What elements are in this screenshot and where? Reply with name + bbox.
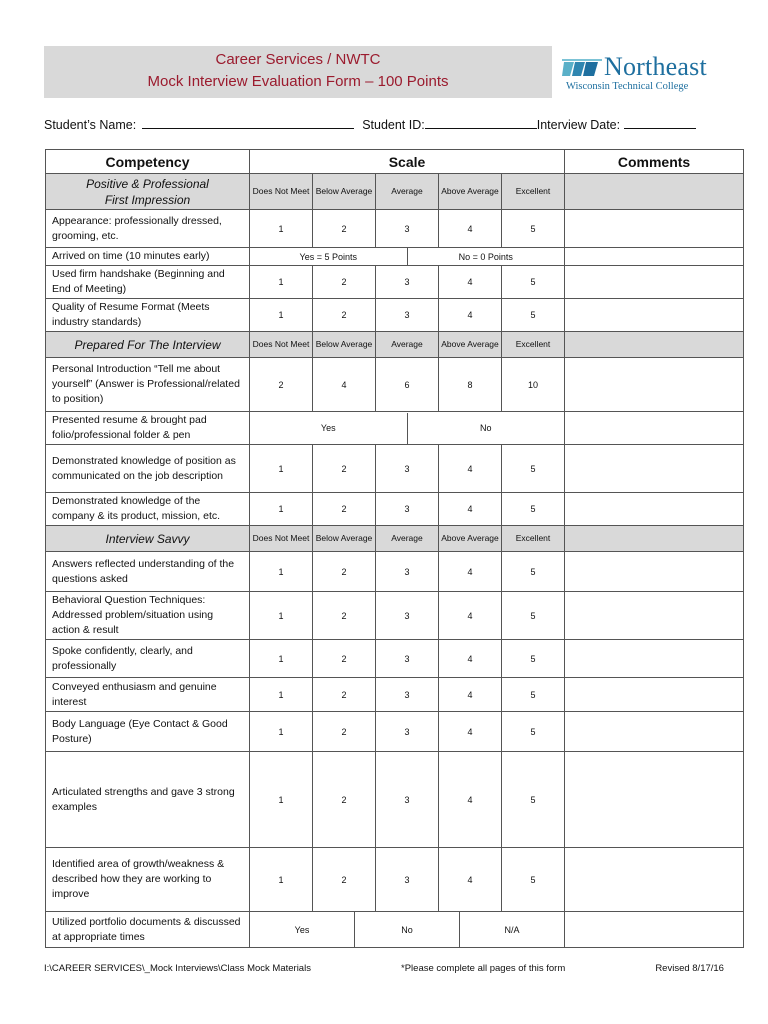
option-split	[250, 248, 564, 265]
section-comments-cell	[565, 526, 744, 552]
footer-revised: Revised 8/17/16	[655, 963, 724, 974]
table-row	[46, 445, 744, 493]
option-group	[250, 248, 565, 266]
scale-header: Scale	[250, 150, 565, 174]
competency-label: Presented resume & brought pad folio/professional folder & pen	[46, 412, 250, 445]
competency-label: Demonstrated knowledge of position as communicated on the job description	[46, 445, 250, 493]
table-row	[46, 266, 744, 299]
score-option[interactable]: 5	[502, 752, 565, 848]
comments-cell[interactable]	[565, 752, 744, 848]
comments-cell[interactable]	[565, 592, 744, 640]
score-option[interactable]: 4	[439, 552, 502, 592]
choice-option[interactable]: Yes	[320, 423, 336, 433]
score-option[interactable]: 2	[313, 848, 376, 912]
competency-label: Conveyed enthusiasm and genuine interest	[46, 678, 250, 712]
table-row	[46, 493, 744, 526]
comments-cell[interactable]	[565, 299, 744, 332]
score-option[interactable]: 3	[376, 848, 439, 912]
score-option[interactable]: 1	[250, 493, 313, 526]
score-option[interactable]: 3	[376, 493, 439, 526]
choice-option[interactable]: Yes = 5 Points	[299, 251, 357, 262]
score-option[interactable]: 2	[313, 752, 376, 848]
score-option[interactable]: 1	[250, 640, 313, 678]
competency-label: Demonstrated knowledge of the company & its product, mission, etc.	[46, 493, 250, 526]
score-option[interactable]: 5	[502, 712, 565, 752]
score-option[interactable]: 8	[439, 358, 502, 412]
comments-cell[interactable]	[565, 552, 744, 592]
scale-label: Above Average	[439, 526, 502, 552]
choice-option[interactable]: N/A	[459, 912, 564, 947]
score-option[interactable]: 4	[439, 210, 502, 248]
score-option[interactable]: 5	[502, 266, 565, 299]
option-group	[250, 412, 565, 445]
score-option[interactable]: 5	[502, 299, 565, 332]
score-option[interactable]: 6	[376, 358, 439, 412]
score-option[interactable]: 4	[439, 848, 502, 912]
score-option[interactable]: 1	[250, 592, 313, 640]
score-option[interactable]: 3	[376, 592, 439, 640]
header-title: Career Services / NWTC	[215, 51, 381, 68]
comments-header: Comments	[565, 150, 744, 174]
scale-label: Average	[376, 332, 439, 358]
choice-option[interactable]: Yes	[294, 924, 310, 935]
score-option[interactable]: 5	[502, 678, 565, 712]
score-option[interactable]: 10	[502, 358, 565, 412]
competency-label: Quality of Resume Format (Meets industry standards)	[46, 299, 250, 332]
score-option[interactable]: 5	[502, 592, 565, 640]
competency-label: Used firm handshake (Beginning and End of Meeting)	[46, 266, 250, 299]
score-option[interactable]: 4	[439, 493, 502, 526]
table-row	[46, 552, 744, 592]
score-option[interactable]: 4	[439, 678, 502, 712]
comments-cell[interactable]	[565, 848, 744, 912]
section-comments-cell	[565, 332, 744, 358]
scale-label: Above Average	[439, 332, 502, 358]
section-title	[46, 526, 250, 552]
score-option[interactable]: 4	[439, 445, 502, 493]
form-title: Mock Interview Evaluation Form – 100 Points	[147, 73, 449, 90]
section-title-line: First Impression	[104, 192, 191, 207]
logo-name: Northeast	[604, 52, 707, 81]
competency-label: Appearance: professionally dressed, grooming, etc.	[46, 210, 250, 248]
score-option[interactable]: 5	[502, 552, 565, 592]
student-info-line	[44, 117, 744, 135]
student-name-label: Student’s Name:	[44, 118, 137, 132]
table-row	[46, 752, 744, 848]
score-option[interactable]: 3	[376, 752, 439, 848]
section-title-line: Prepared For The Interview	[74, 337, 221, 352]
score-option[interactable]: 1	[250, 552, 313, 592]
scale-label: Does Not Meet	[250, 332, 313, 358]
scale-label: Does Not Meet	[250, 174, 313, 210]
section-title	[46, 174, 250, 210]
table-row	[46, 640, 744, 678]
score-option[interactable]: 2	[313, 640, 376, 678]
section-title-line: Positive & Professional	[86, 176, 209, 191]
score-option[interactable]: 3	[376, 210, 439, 248]
score-option[interactable]: 3	[376, 678, 439, 712]
table-row	[46, 848, 744, 912]
nwtc-logo	[562, 54, 722, 96]
score-option[interactable]: 1	[250, 678, 313, 712]
scale-label: Above Average	[439, 174, 502, 210]
score-option[interactable]: 3	[376, 445, 439, 493]
table-row	[46, 592, 744, 640]
section-title-line: Interview Savvy	[105, 531, 190, 546]
score-option[interactable]: 1	[250, 848, 313, 912]
score-option[interactable]: 2	[313, 493, 376, 526]
section-header-row	[46, 332, 744, 358]
table-row	[46, 210, 744, 248]
choice-option[interactable]: No	[407, 413, 565, 444]
score-option[interactable]: 3	[376, 266, 439, 299]
score-option[interactable]: 2	[313, 210, 376, 248]
comments-cell[interactable]	[565, 640, 744, 678]
competency-label: Spoke confidently, clearly, and professionally	[46, 640, 250, 678]
section-comments-cell	[565, 174, 744, 210]
score-option[interactable]: 4	[439, 266, 502, 299]
logo-subtitle: Wisconsin Technical College	[566, 81, 689, 92]
student-id-label: Student ID:	[362, 118, 425, 132]
table-row	[46, 299, 744, 332]
score-option[interactable]: 4	[439, 640, 502, 678]
interview-date-field[interactable]	[624, 117, 696, 129]
competency-label: Utilized portfolio documents & discussed at appropriate times	[46, 912, 250, 948]
option-split	[250, 912, 564, 947]
title-band	[44, 46, 552, 98]
score-option[interactable]: 4	[439, 592, 502, 640]
score-option[interactable]: 2	[313, 266, 376, 299]
table-row	[46, 248, 744, 266]
section-title	[46, 332, 250, 358]
score-option[interactable]: 4	[313, 358, 376, 412]
comments-cell[interactable]	[565, 358, 744, 412]
competency-header: Competency	[46, 150, 250, 174]
score-option[interactable]: 1	[250, 752, 313, 848]
score-option[interactable]: 1	[250, 266, 313, 299]
competency-label: Behavioral Question Techniques: Addressed problem/situation using action & result	[46, 592, 250, 640]
score-option[interactable]: 1	[250, 712, 313, 752]
scale-label: Below Average	[313, 526, 376, 552]
section-header-row	[46, 174, 744, 210]
competency-label: Body Language (Eye Contact & Good Posture)	[46, 712, 250, 752]
footer-note: *Please complete all pages of this form	[401, 963, 566, 974]
score-option[interactable]: 2	[313, 299, 376, 332]
comments-cell[interactable]	[565, 712, 744, 752]
option-group	[250, 912, 565, 948]
score-option[interactable]: 2	[313, 552, 376, 592]
section-header-row	[46, 526, 744, 552]
interview-date-label: Interview Date:	[536, 118, 621, 132]
comments-cell[interactable]	[565, 445, 744, 493]
score-option[interactable]: 5	[502, 445, 565, 493]
scale-label: Average	[376, 526, 439, 552]
competency-label: Personal Introduction “Tell me about yourself” (Answer is Professional/related to position)	[46, 358, 250, 412]
score-option[interactable]: 3	[376, 299, 439, 332]
score-option[interactable]: 1	[250, 210, 313, 248]
score-option[interactable]: 2	[313, 678, 376, 712]
score-option[interactable]: 2	[313, 445, 376, 493]
score-option[interactable]: 2	[313, 592, 376, 640]
scale-label: Excellent	[502, 174, 565, 210]
scale-label: Average	[376, 174, 439, 210]
evaluation-table	[45, 149, 744, 948]
table-row	[46, 412, 744, 445]
score-option[interactable]: 3	[376, 552, 439, 592]
competency-label: Identified area of growth/weakness & described how they are working to improve	[46, 848, 250, 912]
comments-cell[interactable]	[565, 412, 744, 445]
table-row	[46, 678, 744, 712]
comments-cell[interactable]	[565, 210, 744, 248]
nwtc-logo-icon	[562, 58, 604, 80]
score-option[interactable]: 2	[313, 712, 376, 752]
footer-path: I:\CAREER SERVICES\_Mock Interviews\Class Mock Materials	[44, 963, 311, 974]
score-option[interactable]: 2	[250, 358, 313, 412]
option-split	[250, 413, 564, 444]
score-option[interactable]: 4	[439, 299, 502, 332]
score-option[interactable]: 5	[502, 848, 565, 912]
table-header-row	[46, 150, 744, 174]
comments-cell[interactable]	[565, 493, 744, 526]
score-option[interactable]: 3	[376, 712, 439, 752]
scale-label: Below Average	[313, 174, 376, 210]
score-option[interactable]: 1	[250, 299, 313, 332]
scale-label: Below Average	[313, 332, 376, 358]
student-id-field[interactable]	[425, 117, 537, 129]
scale-label: Excellent	[502, 332, 565, 358]
choice-option[interactable]: No = 0 Points	[407, 248, 565, 265]
comments-cell[interactable]	[565, 912, 744, 948]
competency-label: Arrived on time (10 minutes early)	[46, 248, 250, 266]
student-name-field[interactable]	[142, 117, 354, 129]
competency-label: Answers reflected understanding of the questions asked	[46, 552, 250, 592]
comments-cell[interactable]	[565, 248, 744, 266]
competency-label: Articulated strengths and gave 3 strong examples	[46, 752, 250, 848]
score-option[interactable]: 5	[502, 640, 565, 678]
score-option[interactable]: 3	[376, 640, 439, 678]
choice-option[interactable]: No	[354, 912, 459, 947]
scale-label: Excellent	[502, 526, 565, 552]
score-option[interactable]: 1	[250, 445, 313, 493]
footer	[44, 963, 724, 974]
score-option[interactable]: 4	[439, 712, 502, 752]
table-row	[46, 912, 744, 948]
score-option[interactable]: 5	[502, 210, 565, 248]
table-row	[46, 712, 744, 752]
comments-cell[interactable]	[565, 678, 744, 712]
score-option[interactable]: 5	[502, 493, 565, 526]
scale-label: Does Not Meet	[250, 526, 313, 552]
score-option[interactable]: 4	[439, 752, 502, 848]
comments-cell[interactable]	[565, 266, 744, 299]
table-row	[46, 358, 744, 412]
